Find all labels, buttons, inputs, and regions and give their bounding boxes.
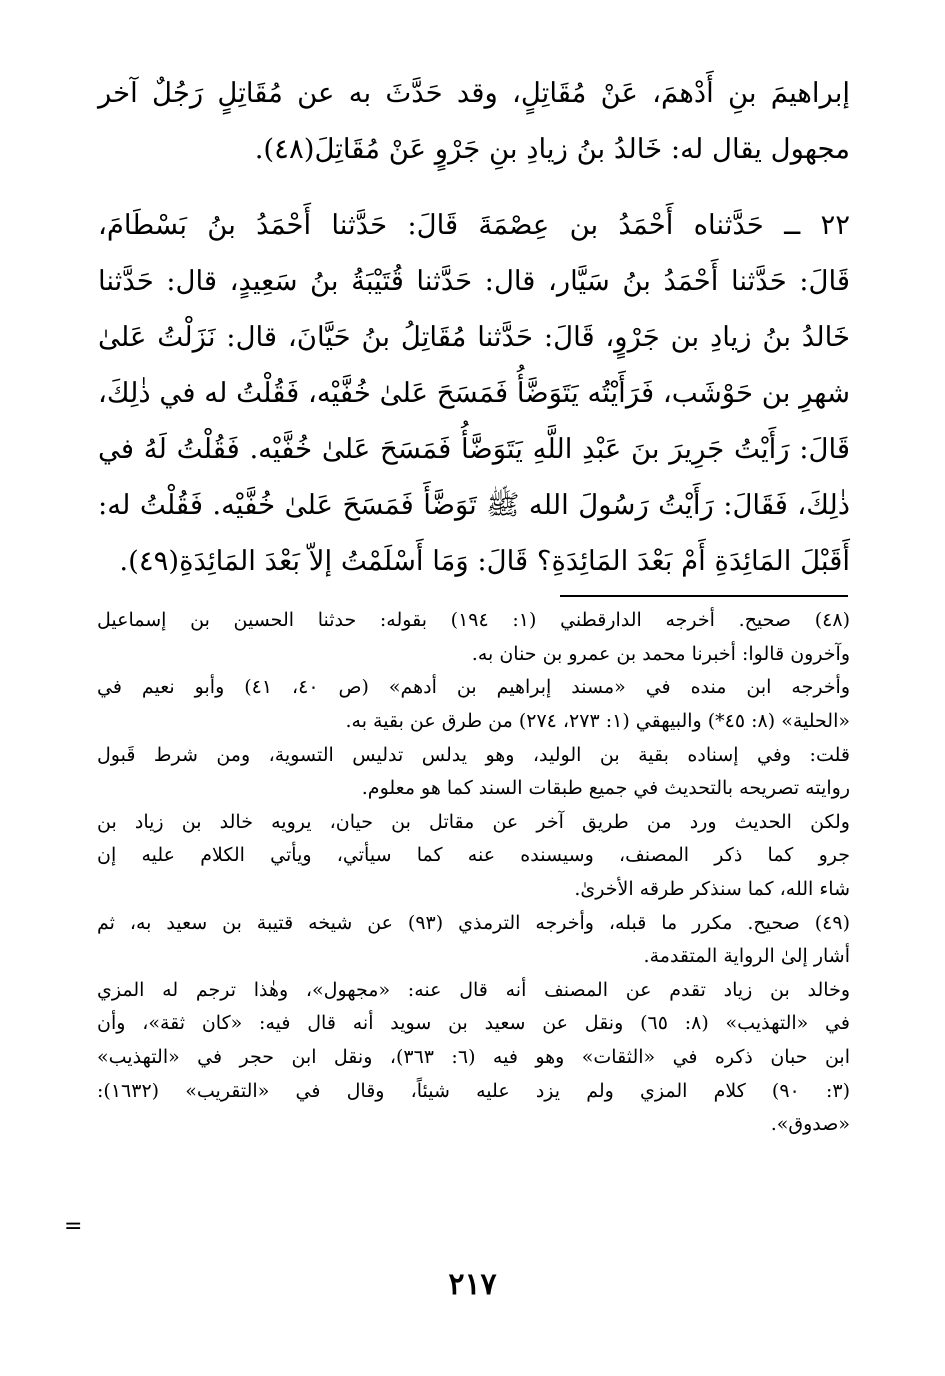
footnote-line: أشار إلىٰ الرواية المتقدمة.: [643, 945, 850, 968]
footnote-line: (٤٩) صحيح. مكرر ما قبله، وأخرجه الترمذي (٩٣) عن شيخه قتيبة بن سعيد به، ثم: [97, 911, 850, 934]
main-line: قَالَ: رَأَيْتُ جَرِيرَ بنَ عَبْدِ اللَّهِ يَتَوَضَّأُ فَمَسَحَ عَلىٰ خُفَّيْه. فَقُلْتُ لَهُ في: [98, 433, 850, 466]
main-line: ذٰلِكَ، فَقَالَ: رَأَيْتُ رَسُولَ الله ﷺ تَوَضَّأَ فَمَسَحَ عَلىٰ خُفَّيْه. فَقُلْتُ له:: [98, 489, 850, 522]
main-line: ٢٢ ــ حَدَّثناه أَحْمَدُ بن عِصْمَةَ قَالَ: حَدَّثنا أَحْمَدُ بنُ بَسْطَامَ،: [98, 209, 850, 242]
footnote-separator: [560, 595, 848, 597]
main-line: شهرِ بن حَوْشَب، فَرَأَيْتُه يَتَوَضَّأُ فَمَسَحَ عَلىٰ خُفَّيْه، فَقُلْتُ له في ذٰلِكَ،: [98, 377, 850, 410]
paragraph-gap: [98, 178, 850, 198]
main-line: مجهول يقال له: خَالدُ بنُ زيادِ بنِ جَرْوٍ عَنْ مُقَاتِلَ(٤٨).: [254, 133, 850, 166]
footnote-line: وآخرون قالوا: أخبرنا محمد بن عمرو بن حنان به.: [471, 642, 850, 665]
footnote-line: وأخرجه ابن منده في «مسند إبراهيم بن أدهم» (ص ٤٠، ٤١) وأبو نعيم في: [97, 676, 851, 699]
footnote-line: في «التهذيب» (٨: ٦٥) ونقل عن سعيد بن سويد أنه قال فيه: «كان ثقة»، وأن: [97, 1012, 850, 1035]
main-text: [98, 66, 850, 590]
main-line: إبراهيمَ بنِ أَدْهمَ، عَنْ مُقَاتِلٍ، وقد حَدَّثَ به عن مُقَاتِلٍ رَجُلٌ آخر: [98, 77, 850, 110]
footnote-line: شاء الله، كما سنذكر طرقه الأخرىٰ.: [574, 878, 850, 901]
main-line: أَقَبْلَ المَائِدَةِ أَمْ بَعْدَ المَائِدَةِ؟ قَالَ: وَمَا أَسْلَمْتُ إلاّ بَعْدَ المَائِدَةِ(٤٩).: [119, 545, 850, 578]
footnote-line: ابن حبان ذكره في «الثقات» وهو فيه (٦: ٣٦٣)، ونقل ابن حجر في «التهذيب»: [97, 1046, 851, 1069]
footnote-line: (٤٨) صحيح. أخرجه الدارقطني (١: ١٩٤) بقوله: حدثنا الحسين بن إسماعيل: [97, 609, 850, 632]
footnote-line: وخالد بن زياد تقدم عن المصنف أنه قال عنه: «مجهول»، وهٰذا ترجم له المزي: [97, 978, 850, 1001]
footnote-line: (٣: ٩٠) كلام المزي ولم يزد عليه شيئاً، وقال في «التقريب» (١٦٣٢):: [97, 1079, 850, 1102]
footnote-line: روايته تصريحه بالتحديث في جميع طبقات السند كما هو معلوم.: [361, 777, 850, 800]
footnote-line: «صدوق».: [770, 1113, 850, 1136]
footnote-line: جرو كما ذكر المصنف، وسيسنده عنه كما سيأتي، ويأتي الكلام عليه إن: [97, 844, 850, 867]
footnotes: [97, 604, 850, 1142]
continuation-mark: =: [64, 1214, 83, 1239]
main-line: خَالدُ بنُ زيادِ بن جَرْوٍ، قَالَ: حَدَّثنا مُقَاتِلُ بنُ حَيَّانَ، قال: نَزَلْتُ عَلىٰ: [98, 321, 850, 354]
footnote-line: «الحلية» (٨: ٤٥*) والبيهقي (١: ٢٧٣، ٢٧٤) من طرق عن بقية به.: [345, 710, 850, 733]
footnote-line: ولكن الحديث ورد من طريق آخر عن مقاتل بن حيان، يرويه خالد بن زياد بن: [97, 810, 850, 833]
main-line: قَالَ: حَدَّثنا أَحْمَدُ بنُ سَيَّار، قال: حَدَّثنا قُتَيْبَةُ بنُ سَعِيدٍ، قال: حَدَّثنا: [98, 265, 850, 298]
page-number: ٢١٧: [448, 1267, 497, 1302]
footnote-line: قلت: وفي إسناده بقية بن الوليد، وهو يدلس تدليس التسوية، ومن شرط قَبول: [97, 743, 850, 766]
